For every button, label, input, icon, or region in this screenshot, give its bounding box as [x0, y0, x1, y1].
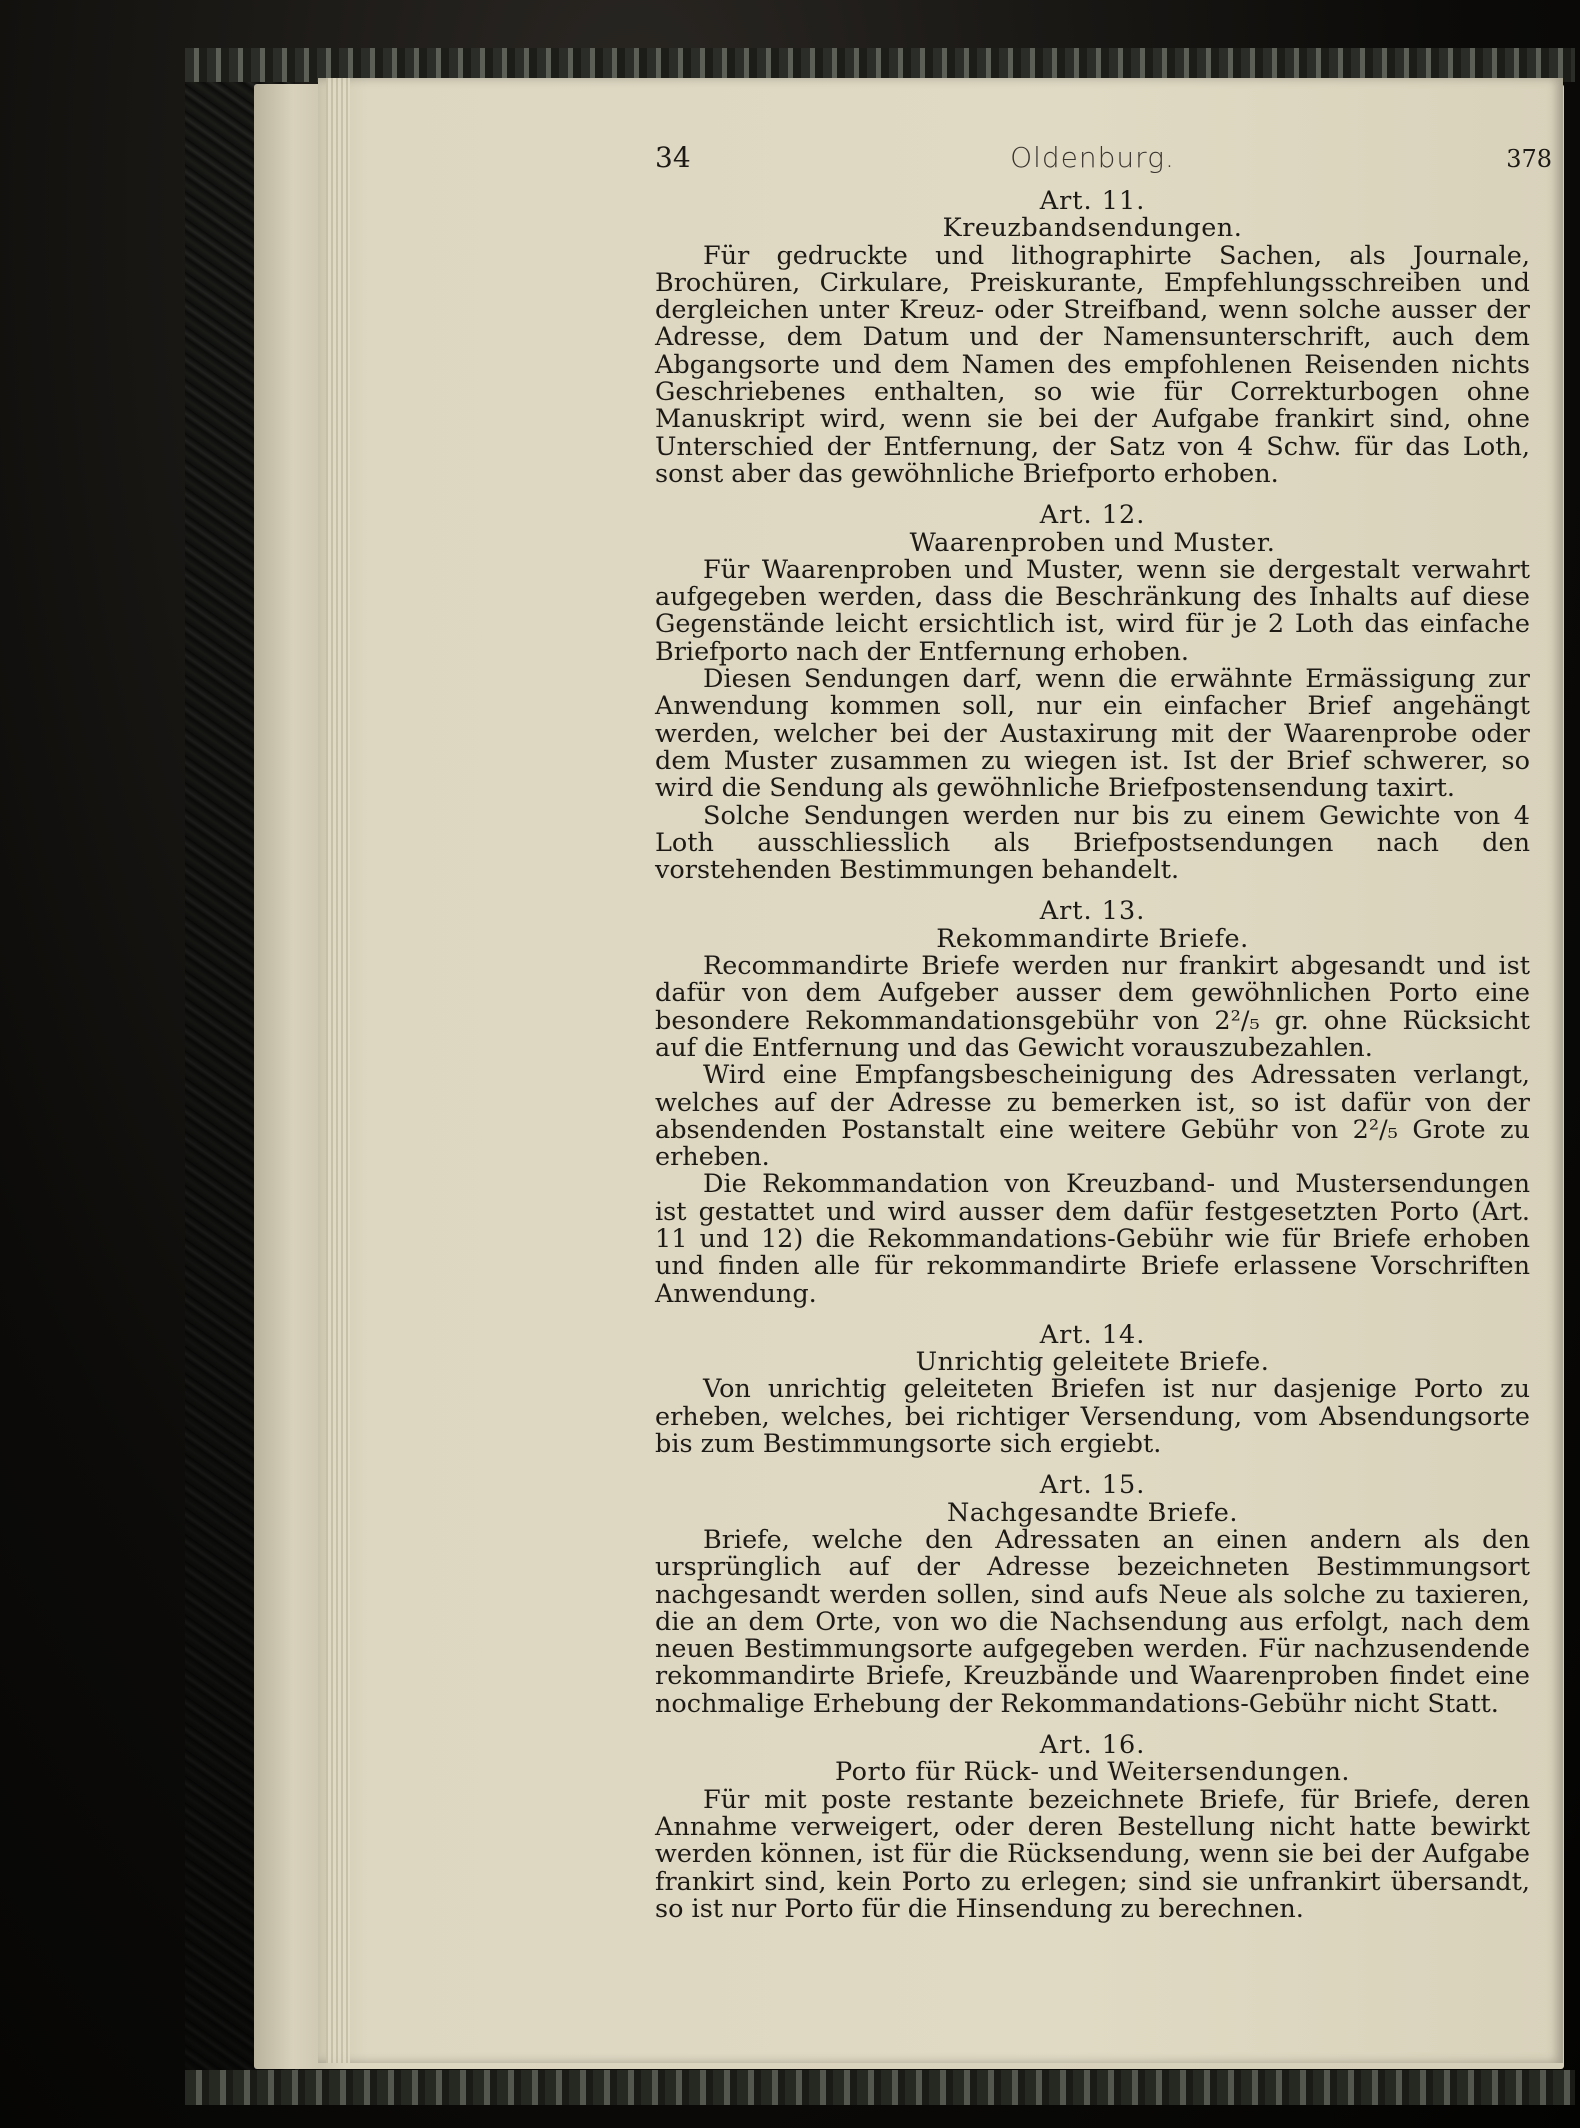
article-number: Art. 12.	[1039, 500, 1146, 531]
article-title: Porto für Rück- und Weitersendungen.	[834, 1757, 1351, 1788]
paragraph: Recommandirte Briefe werden nur frankirt abgesandt und ist dafür von dem Aufgeber ausser dem gewöhnlichen Porto eine besondere Rekommandationsgebühr von 2²/₅ gr. ohne Rücksicht auf die Entfernung und das Gewicht vorauszubezahlen.	[655, 951, 1530, 1063]
article-title: Nachgesandte Briefe.	[947, 1497, 1238, 1528]
running-head	[655, 136, 1552, 184]
article-number: Art. 11.	[1039, 186, 1146, 216]
paragraph: Für gedruckte und lithographirte Sachen, als Journale, Brochüren, Cirkulare, Preiskurante, Empfehlungsschreiben und dergleichen unter Kreuz- oder Streifband, wenn solche ausser der Adresse, dem Datum und der Namensunterschrift, auch dem Abgangsorte und dem Namen des empfohlenen Reisenden nichts Geschriebenes enthalten, so wie für Correkturbogen ohne Manuskript wird, wenn sie bei der Aufgabe frankirt sind, ohne Unterschied der Entfernung, der Satz von 4 Schw. für das Loth, sonst aber das gewöhnliche Briefporto erhoben.	[655, 240, 1530, 489]
paragraph: Von unrichtig geleiteten Briefen ist nur dasjenige Porto zu erheben, welches, bei richtiger Versendung, vom Absendungsorte bis zum Bestimmungsorte sich ergiebt.	[655, 1374, 1530, 1460]
paragraph: Briefe, welche den Adressaten an einen andern als den ursprünglich auf der Adresse bezeichneten Bestimmungsort nachgesandt werden sollen, sind aufs Neue als solche zu taxieren, die an dem Orte, von wo die Nachsendung aus erfolgt, nach dem neuen Bestimmungsorte aufgegeben werden. Für nachzusendende rekommandirte Briefe, Kreuzbände und Waarenproben findet eine nochmalige Erhebung der Rekommandations-Gebühr nicht Statt.	[655, 1524, 1530, 1719]
article-12	[655, 502, 1530, 884]
running-title: Oldenburg.	[1010, 141, 1175, 174]
article-15	[655, 1472, 1530, 1718]
paragraph: Die Rekommandation von Kreuzband- und Mustersendungen ist gestattet und wird ausser dem dafür festgesetzten Porto (Art. 11 und 12) die Rekommandations-Gebühr wie für Briefe erhoben und finden alle für rekommandirte Briefe erlassene Vorschriften Anwendung.	[655, 1169, 1530, 1309]
article-16	[655, 1732, 1530, 1923]
article-number: Art. 16.	[1039, 1730, 1146, 1761]
article-title: Unrichtig geleitete Briefe.	[915, 1347, 1270, 1378]
article-number: Art. 14.	[1039, 1319, 1146, 1350]
paragraph: Für mit poste restante bezeichnete Briefe, für Briefe, deren Annahme verweigert, oder deren Bestellung nicht hatte bewirkt werden können, ist für die Rücksendung, wenn sie bei der Aufgabe frankirt sind, kein Porto zu erlegen; sind sie unfrankirt übersandt, so ist nur Porto für die Hinsendung zu berechnen.	[655, 1784, 1530, 1924]
page-text	[655, 136, 1552, 1937]
article-title: Kreuzbandsendungen.	[942, 213, 1243, 244]
article-number: Art. 13.	[1039, 896, 1146, 927]
paragraph: Wird eine Empfangsbescheinigung des Adressaten verlangt, welches auf der Adresse zu bemerken ist, so ist dafür von der absendenden Postanstalt eine weitere Gebühr von 2²/₅ Grote zu erheben.	[655, 1060, 1530, 1173]
article-title: Waarenproben und Muster.	[909, 527, 1276, 558]
book-bottom-edge	[185, 2070, 1575, 2105]
paragraph: Diesen Sendungen darf, wenn die erwähnte Ermässigung zur Anwendung kommen soll, nur ein einfacher Brief angehängt werden, welcher bei der Austaxirung mit der Waarenprobe oder dem Muster zusammen zu wiegen ist. Ist der Brief schwerer, so wird die Sendung als gewöhnliche Briefpostensendung taxirt.	[655, 664, 1530, 804]
page-edges	[326, 78, 350, 2063]
page-number-right: 378	[1506, 145, 1552, 173]
article-number: Art. 15.	[1039, 1470, 1146, 1501]
paragraph: Für Waarenproben und Muster, wenn sie dergestalt verwahrt aufgegeben werden, dass die Beschränkung des Inhalts auf diese Gegenstände leicht ersichtlich ist, wird für je 2 Loth das einfache Briefporto nach der Entfernung erhoben.	[655, 554, 1530, 667]
article-14	[655, 1319, 1530, 1460]
article-11	[655, 188, 1530, 488]
page-number-left: 34	[655, 141, 691, 174]
article-title: Rekommandirte Briefe.	[936, 923, 1249, 954]
book-top-edge	[185, 48, 1575, 82]
article-13	[655, 898, 1530, 1307]
paragraph: Solche Sendungen werden nur bis zu einem Gewichte von 4 Loth ausschliesslich als Briefpostsendungen nach den vorstehenden Bestimmungen behandelt.	[655, 800, 1530, 886]
